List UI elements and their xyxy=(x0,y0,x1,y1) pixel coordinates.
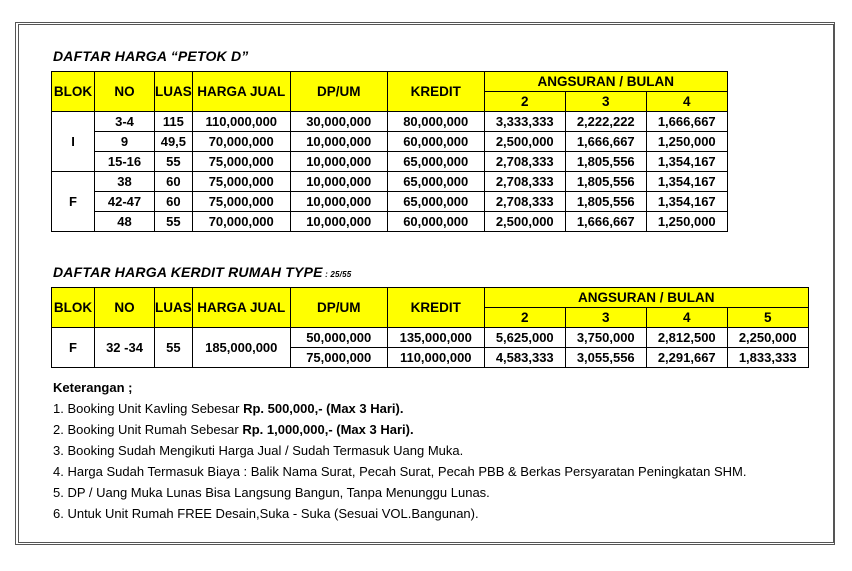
angsuran-cell: 2,708,333 xyxy=(484,172,565,192)
angsuran-cell: 2,812,500 xyxy=(646,328,727,348)
dp-cell: 50,000,000 xyxy=(290,328,387,348)
notes xyxy=(53,377,746,524)
table1-title: DAFTAR HARGA “PETOK D” xyxy=(53,48,249,64)
no-cell: 42-47 xyxy=(95,192,155,212)
note-6: 6. Untuk Unit Rumah FREE Desain,Suka - Suka (Sesuai VOL.Bangunan). xyxy=(53,506,479,521)
note-5: 5. DP / Uang Muka Lunas Bisa Langsung Bangun, Tanpa Menunggu Lunas. xyxy=(53,485,490,500)
angsuran-cell: 3,750,000 xyxy=(565,328,646,348)
kredit-cell: 65,000,000 xyxy=(387,172,484,192)
kredit-cell: 135,000,000 xyxy=(387,328,484,348)
table-row xyxy=(52,212,728,232)
col-blok: BLOK xyxy=(52,72,95,112)
col-angsuran-3: 3 xyxy=(565,92,646,112)
luas-cell: 60 xyxy=(155,192,193,212)
angsuran-cell: 2,222,222 xyxy=(565,112,646,132)
table-row xyxy=(52,328,809,348)
col-dp: DP/UM xyxy=(290,288,387,328)
col-dp: DP/UM xyxy=(290,72,387,112)
luas-cell: 49,5 xyxy=(155,132,193,152)
harga-cell: 110,000,000 xyxy=(192,112,290,132)
col-angsuran-4: 4 xyxy=(646,92,727,112)
angsuran-cell: 1,666,667 xyxy=(565,132,646,152)
table2-title: DAFTAR HARGA KERDIT RUMAH TYPE : 25/55 xyxy=(53,264,352,280)
dp-cell: 10,000,000 xyxy=(290,192,387,212)
angsuran-cell: 1,354,167 xyxy=(646,192,727,212)
col-angsuran-5: 5 xyxy=(727,308,808,328)
note-1: 1. Booking Unit Kavling Sebesar Rp. 500,000,- (Max 3 Hari). xyxy=(53,401,404,416)
no-cell: 32 -34 xyxy=(95,328,155,368)
col-harga-jual: HARGA JUAL xyxy=(192,288,290,328)
angsuran-cell: 3,055,556 xyxy=(565,348,646,368)
kredit-cell: 80,000,000 xyxy=(387,112,484,132)
angsuran-cell: 1,666,667 xyxy=(646,112,727,132)
table-row xyxy=(52,172,728,192)
blok-cell: I xyxy=(52,112,95,172)
angsuran-cell: 2,708,333 xyxy=(484,192,565,212)
angsuran-cell: 2,500,000 xyxy=(484,212,565,232)
blok-cell: F xyxy=(52,172,95,232)
dp-cell: 10,000,000 xyxy=(290,172,387,192)
luas-cell: 55 xyxy=(155,152,193,172)
harga-cell: 185,000,000 xyxy=(192,328,290,368)
angsuran-cell: 2,250,000 xyxy=(727,328,808,348)
notes-heading: Keterangan ; xyxy=(53,380,133,395)
harga-cell: 70,000,000 xyxy=(192,212,290,232)
table1-petok-d xyxy=(51,71,728,232)
kredit-cell: 65,000,000 xyxy=(387,192,484,212)
luas-cell: 55 xyxy=(155,212,193,232)
table-row xyxy=(52,132,728,152)
kredit-cell: 110,000,000 xyxy=(387,348,484,368)
dp-cell: 10,000,000 xyxy=(290,212,387,232)
luas-cell: 60 xyxy=(155,172,193,192)
no-cell: 48 xyxy=(95,212,155,232)
no-cell: 3-4 xyxy=(95,112,155,132)
harga-cell: 75,000,000 xyxy=(192,192,290,212)
angsuran-cell: 1,250,000 xyxy=(646,212,727,232)
col-luas: LUAS xyxy=(155,72,193,112)
col-no: NO xyxy=(95,72,155,112)
no-cell: 15-16 xyxy=(95,152,155,172)
table2-kredit-rumah xyxy=(51,287,809,368)
angsuran-cell: 1,354,167 xyxy=(646,152,727,172)
col-angsuran-2: 2 xyxy=(484,308,565,328)
blok-cell: F xyxy=(52,328,95,368)
kredit-cell: 65,000,000 xyxy=(387,152,484,172)
dp-cell: 30,000,000 xyxy=(290,112,387,132)
dp-cell: 75,000,000 xyxy=(290,348,387,368)
note-3: 3. Booking Sudah Mengikuti Harga Jual / Sudah Termasuk Uang Muka. xyxy=(53,443,464,458)
harga-cell: 75,000,000 xyxy=(192,172,290,192)
no-cell: 38 xyxy=(95,172,155,192)
table-row xyxy=(52,192,728,212)
table-row xyxy=(52,152,728,172)
angsuran-cell: 1,805,556 xyxy=(565,172,646,192)
dp-cell: 10,000,000 xyxy=(290,132,387,152)
col-angsuran-3: 3 xyxy=(565,308,646,328)
col-angsuran-2: 2 xyxy=(484,92,565,112)
kredit-cell: 60,000,000 xyxy=(387,212,484,232)
angsuran-cell: 1,805,556 xyxy=(565,152,646,172)
col-angsuran: ANGSURAN / BULAN xyxy=(484,288,808,308)
harga-cell: 75,000,000 xyxy=(192,152,290,172)
col-kredit: KREDIT xyxy=(387,288,484,328)
table-row xyxy=(52,112,728,132)
angsuran-cell: 1,354,167 xyxy=(646,172,727,192)
no-cell: 9 xyxy=(95,132,155,152)
kredit-cell: 60,000,000 xyxy=(387,132,484,152)
dp-cell: 10,000,000 xyxy=(290,152,387,172)
col-harga-jual: HARGA JUAL xyxy=(192,72,290,112)
angsuran-cell: 2,291,667 xyxy=(646,348,727,368)
angsuran-cell: 5,625,000 xyxy=(484,328,565,348)
angsuran-cell: 2,708,333 xyxy=(484,152,565,172)
col-blok: BLOK xyxy=(52,288,95,328)
note-2: 2. Booking Unit Rumah Sebesar Rp. 1,000,000,- (Max 3 Hari). xyxy=(53,422,414,437)
note-4: 4. Harga Sudah Termasuk Biaya : Balik Nama Surat, Pecah Surat, Pecah PBB & Berkas Persyaratan Peningkatan SHM. xyxy=(53,464,747,479)
luas-cell: 115 xyxy=(155,112,193,132)
col-luas: LUAS xyxy=(155,288,193,328)
angsuran-cell: 2,500,000 xyxy=(484,132,565,152)
angsuran-cell: 1,250,000 xyxy=(646,132,727,152)
col-angsuran: ANGSURAN / BULAN xyxy=(484,72,727,92)
col-no: NO xyxy=(95,288,155,328)
angsuran-cell: 1,833,333 xyxy=(727,348,808,368)
col-kredit: KREDIT xyxy=(387,72,484,112)
angsuran-cell: 3,333,333 xyxy=(484,112,565,132)
angsuran-cell: 1,805,556 xyxy=(565,192,646,212)
angsuran-cell: 4,583,333 xyxy=(484,348,565,368)
col-angsuran-4: 4 xyxy=(646,308,727,328)
harga-cell: 70,000,000 xyxy=(192,132,290,152)
luas-cell: 55 xyxy=(155,328,193,368)
angsuran-cell: 1,666,667 xyxy=(565,212,646,232)
